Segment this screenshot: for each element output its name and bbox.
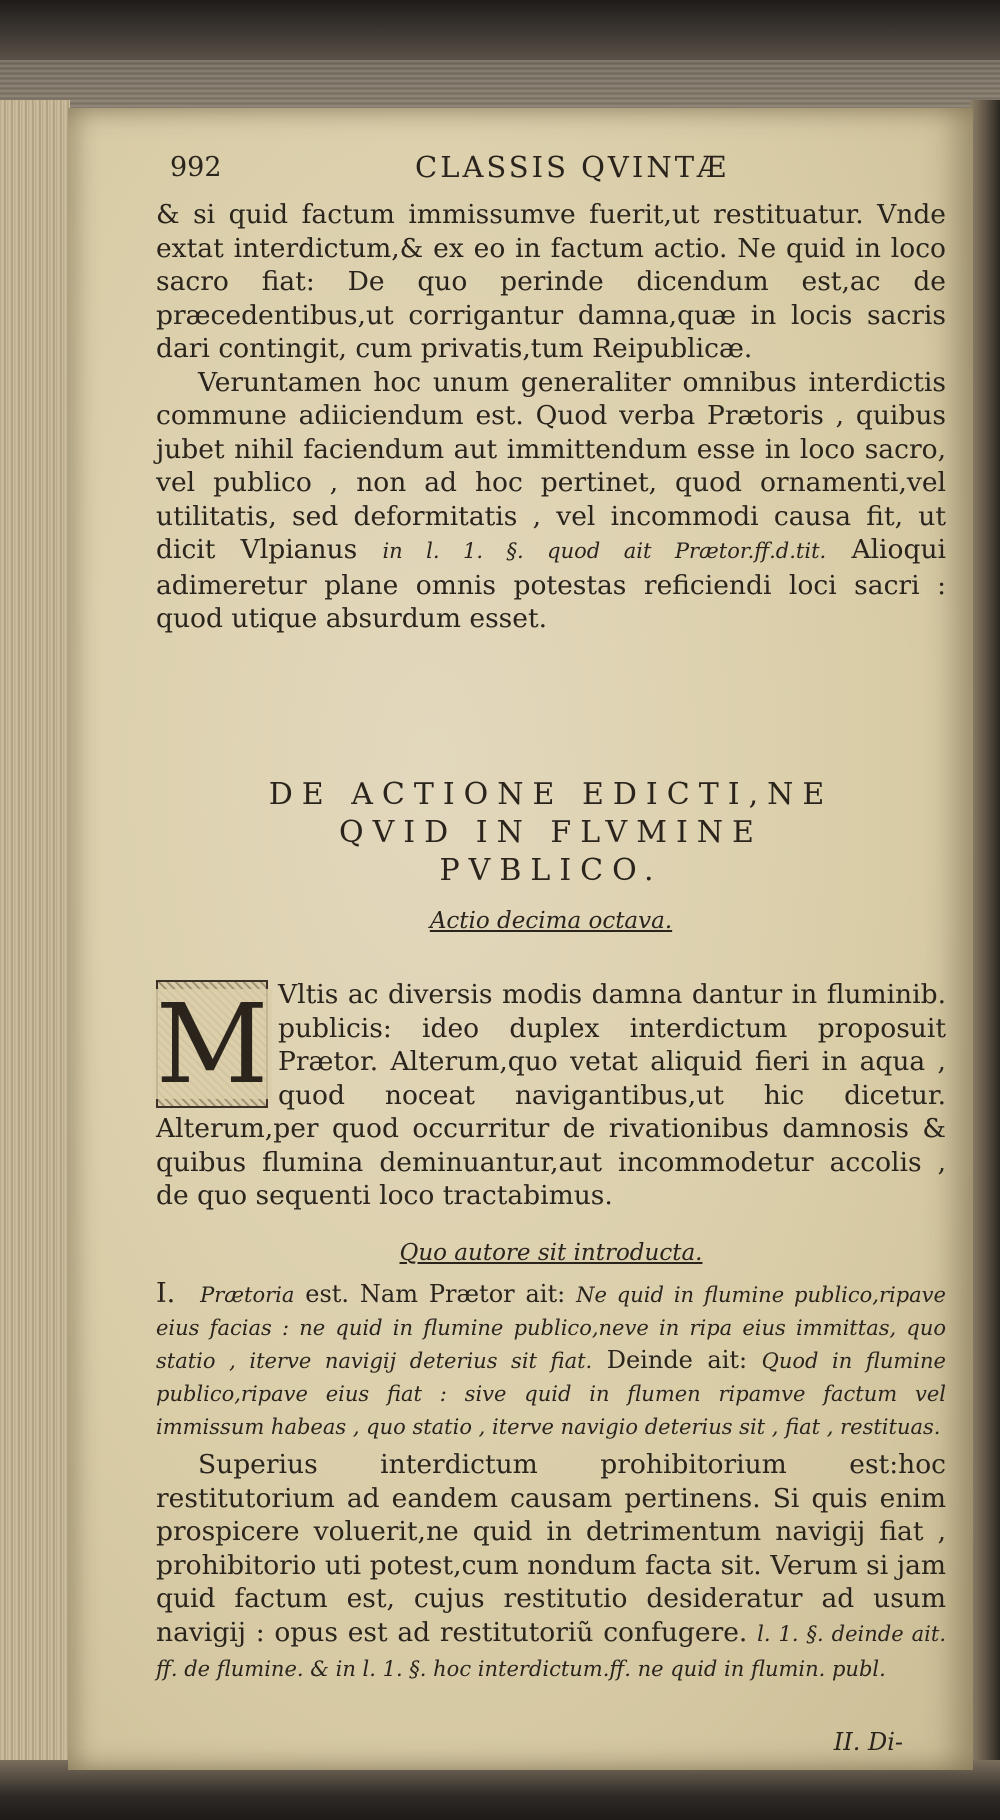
law-quote-1: Ne quid in flumine publico,ripave eius facias : ne quid in flumine publico,neve in ripa eius immittas, quo statio , iterve navigij deterius sit fiat.	[156, 1283, 946, 1373]
top-paragraph: & si quid factum immissumve fuerit,ut restituatur. Vnde extat interdictum,& ex eo in factum actio. Ne quid in loco sacro fiat: De quo perinde dicendum est,ac de præcedentibus,ut corrigantur damna,quæ in locis sacris dari contingit, cum privatis,tum Reipublicæ.	[156, 199, 946, 364]
law-quote-2: Quod in flumine publico,ripave eius fiat : sive quid in flumen ripamve factum vel immissum habeas , quo statio , iterve navigio deterius sit , fiat , restituas.	[156, 1349, 946, 1439]
initial-paragraph	[156, 978, 946, 1213]
tail-paragraph	[156, 1448, 946, 1687]
second-paragraph	[156, 366, 946, 636]
book-top-edge	[0, 0, 1000, 115]
section-heading-line-2: QVID IN FLVMINE	[339, 815, 763, 850]
law-text-2: Deinde ait:	[606, 1346, 748, 1374]
second-paragraph-continuation: Alioqui adimeretur plane omnis potestas reficiendi loci sacri : quod utique absurdum esset.	[156, 534, 946, 634]
tail-paragraph-text: Superius interdictum prohibitorium est:hoc restitutorium ad eandem causam pertinens. Si quis enim prospicere voluerit,ne quid in detrimentum navigij fiat , prohibitorio uti potest,cum nondum facta sit. Verum si jam quid factum est, cujus restitutio desideratur ad usum navigij : opus est ad restitutoriũ confugere.	[156, 1449, 946, 1648]
page-number: 992	[170, 152, 222, 183]
law-text-1: est. Nam Prætor ait:	[305, 1280, 566, 1308]
paragraph-number: I.	[156, 1278, 176, 1309]
origin-subheading: Quo autore sit introducta.	[399, 1240, 703, 1266]
page-header	[170, 150, 930, 194]
book-left-page-edges	[0, 100, 70, 1820]
book-gutter-shadow	[970, 100, 1000, 1820]
section-heading-line-1: DE ACTIONE EDICTI,NE	[268, 777, 834, 812]
initial-paragraph-text: Vltis ac diversis modis damna dantur in fluminib. publicis: ideo duplex interdictum proposuit Prætor. Alterum,quo vetat aliquid fieri in aqua , quod noceat navigantibus,ut hic dicetur. Alterum,per quod occurritur de rivationibus damnosis & quibus flumina deminuantur,aut incommodetur accolis , de quo sequenti loco tractabimus.	[156, 979, 946, 1211]
second-paragraph-text: Veruntamen hoc unum generaliter omnibus interdictis commune adiiciendum est. Quod verba Prætoris , quibus jubet nihil faciendum aut immittendum esse in loco sacro, vel publico , non ad hoc pertinet, quod ornamenti,vel utilitatis, sed deformitatis , vel incommodi causa fit, ut dicit Vlpianus	[156, 366, 946, 565]
section-heading-line-3: PVBLICO.	[439, 853, 663, 888]
ornamental-initial	[156, 980, 268, 1108]
law-paragraph	[156, 1278, 946, 1443]
drop-cap-letter: M	[152, 989, 273, 1099]
book-page	[68, 108, 973, 1770]
opening-text	[156, 198, 946, 636]
law-lead: Prætoria	[200, 1283, 295, 1307]
tail-paragraph-citation: l. 1. §. deinde ait. ff. de flumine. & in l. 1. §. hoc interdictum.ff. ne quid in flumin. publ.	[156, 1621, 946, 1681]
second-paragraph-citation: in l. 1. §. quod ait Prætor.ff.d.tit.	[382, 539, 827, 563]
catchword: II. Di-	[833, 1728, 903, 1756]
running-title: CLASSIS QVINTÆ	[415, 150, 730, 184]
action-subheading: Actio decima octava.	[429, 908, 673, 934]
section-heading	[156, 776, 946, 890]
